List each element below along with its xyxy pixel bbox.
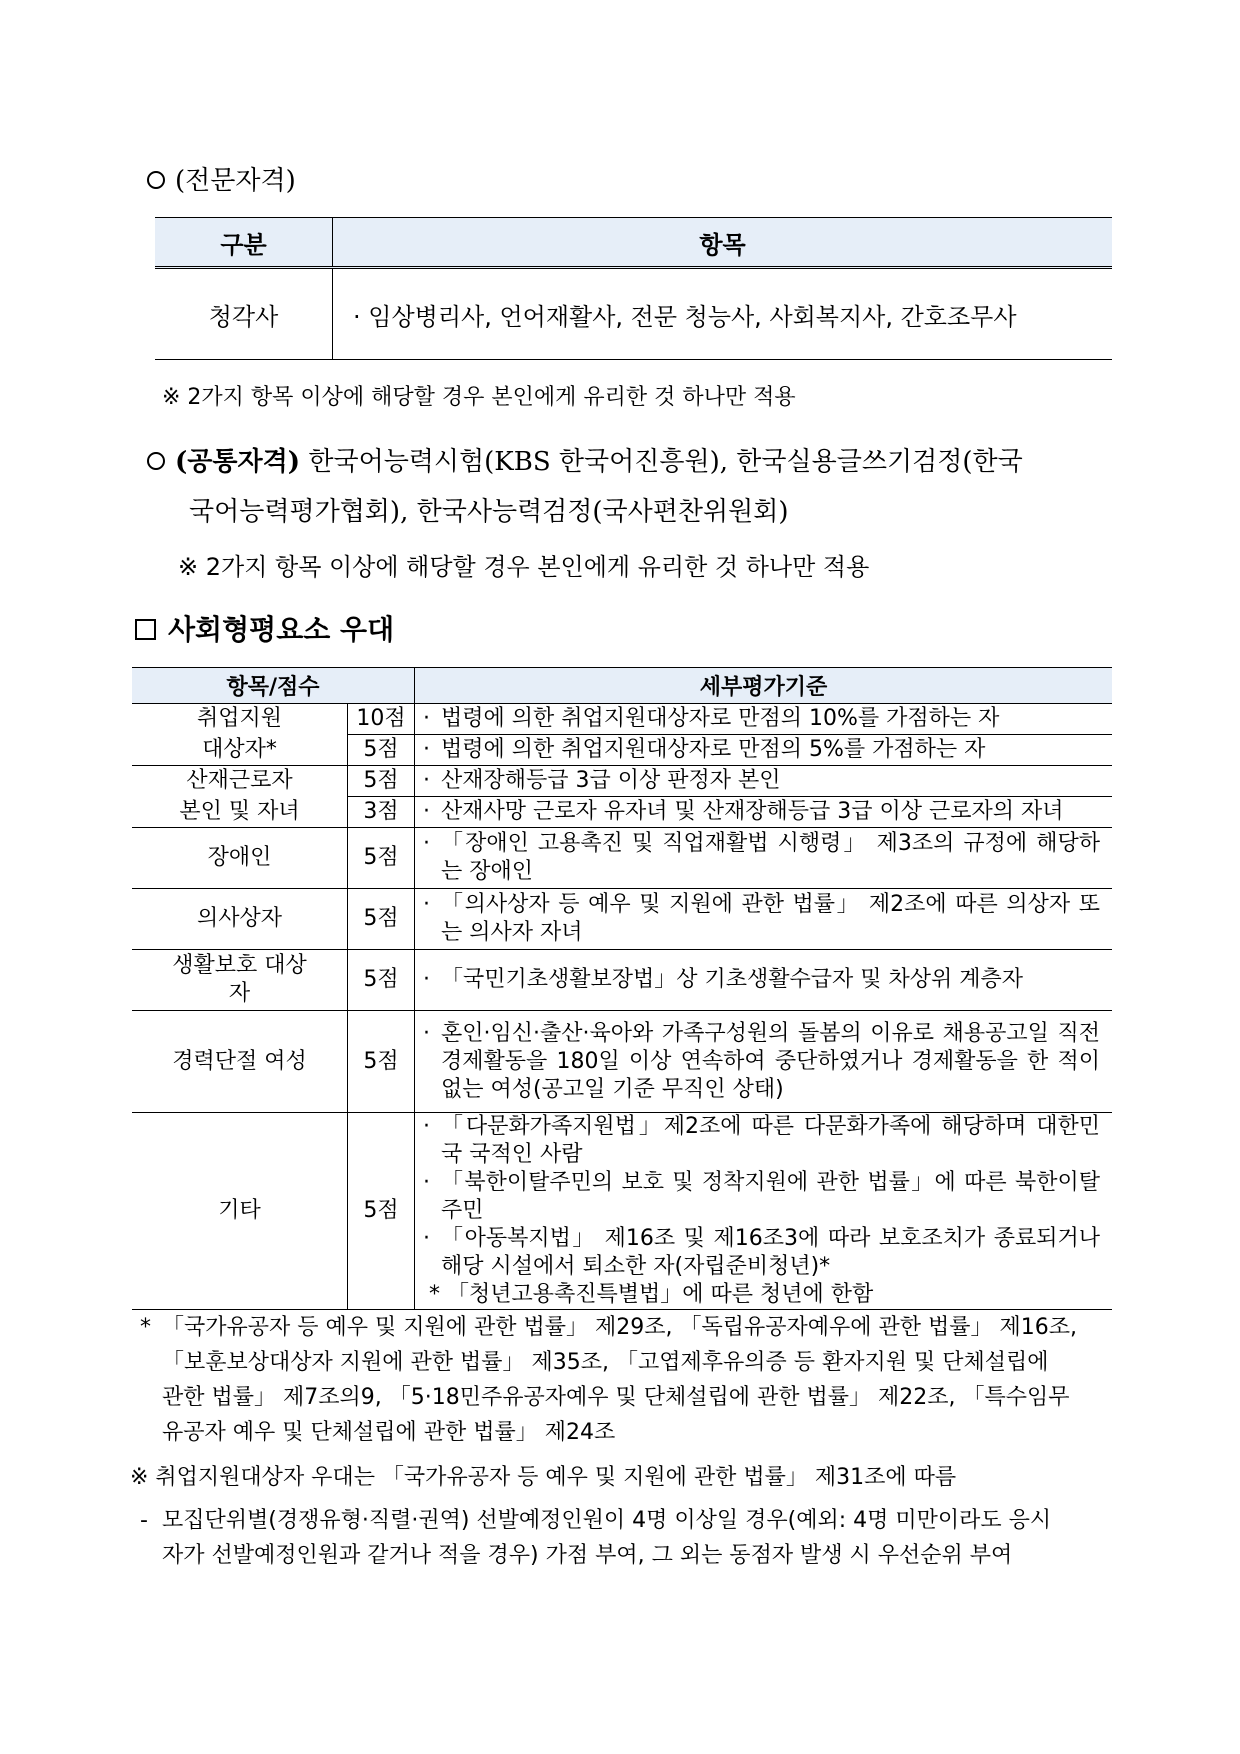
row-items bbox=[333, 268, 1113, 360]
professional-qualification-table bbox=[155, 217, 1112, 360]
row-points: 5점 bbox=[348, 1011, 415, 1113]
row-category: 장애인 bbox=[132, 828, 348, 889]
footnote-line: 「국가유공자 등 예우 및 지원에 관한 법률」 제29조, 「독립유공자예우에 관한 법률」 제16조, bbox=[162, 1315, 1077, 1340]
footnote-star: * bbox=[140, 1315, 151, 1340]
table-header-row bbox=[132, 668, 1112, 704]
list-item: · 「아동복지법」 제16조 및 제16조3에 따라 보호조치가 종료되거나 해당 시설에서 퇴소한 자(자립준비청년)* bbox=[423, 1226, 1100, 1279]
footnote-line: 관한 법률」 제7조의9, 「5·18민주유공자예우 및 단체설립에 관한 법률」 제22조, 「특수임무 bbox=[162, 1385, 1070, 1410]
row-points: 10점 bbox=[348, 704, 415, 735]
note-line: 모집단위별(경쟁유형·직렬·권역) 선발예정인원이 4명 이상일 경우(예외: 4명 미만이라도 응시 bbox=[162, 1508, 1052, 1533]
table-row bbox=[132, 950, 1112, 1011]
note-line: 자가 선발예정인원과 같거나 적을 경우) 가점 부여, 그 외는 동점자 발생 시 우선순위 부여 bbox=[162, 1543, 1013, 1568]
footnote-block bbox=[140, 1310, 1115, 1450]
row-criteria: · 산재장해등급 3급 이상 판정자 본인 bbox=[415, 766, 1113, 797]
row-category: 대상자* bbox=[132, 735, 348, 766]
row-points: 3점 bbox=[348, 797, 415, 828]
header-items: 항목 bbox=[333, 218, 1113, 268]
row-criteria: · 혼인·임신·출산·육아와 가족구성원의 돌봄의 이유로 채용공고일 직전 경제활동을 180일 이상 연속하여 중단하였거나 경제활동을 한 적이 없는 여성(공고일 기준 무직인 상태) bbox=[415, 1011, 1113, 1113]
bullet-dot: · bbox=[353, 302, 361, 331]
row-category: 생활보호 대상자 bbox=[132, 950, 348, 1011]
common-qualification-paragraph bbox=[147, 437, 1117, 537]
table-row bbox=[132, 1113, 1112, 1310]
heading-text: (전문자격) bbox=[175, 166, 296, 196]
bonus-points-note bbox=[140, 1503, 1115, 1573]
square-bullet-icon bbox=[135, 619, 156, 640]
header-criteria: 세부평가기준 bbox=[415, 668, 1113, 704]
row-points: 5점 bbox=[348, 828, 415, 889]
paragraph-line-2: 국어능력평가협회), 한국사능력검정(국사편찬위원회) bbox=[189, 497, 789, 527]
section-heading-social-equity bbox=[135, 608, 394, 648]
row-category: 청각사 bbox=[155, 268, 333, 360]
list-item: · 「북한이탈주민의 보호 및 정착지원에 관한 법률」에 따른 북한이탈주민 bbox=[423, 1170, 1100, 1223]
row-category: 의사상자 bbox=[132, 889, 348, 950]
row-criteria: · 「의사상자 등 예우 및 지원에 관한 법률」 제2조에 따른 의상자 또는 의사자 자녀 bbox=[415, 889, 1113, 950]
row-category: 경력단절 여성 bbox=[132, 1011, 348, 1113]
paragraph-line-1 bbox=[147, 437, 1117, 487]
row-criteria: · 산재사망 근로자 유자녀 및 산재장해등급 3급 이상 근로자의 자녀 bbox=[415, 797, 1113, 828]
row-criteria: · 「국민기초생활보장법」상 기초생활수급자 및 차상위 계층자 bbox=[415, 950, 1113, 1011]
row-footnote: * 「청년고용촉진특별법」에 따른 청년에 한함 bbox=[429, 1282, 874, 1307]
footnote-line: 「보훈보상대상자 지원에 관한 법률」 제35조, 「고엽제후유의증 등 환자지원 및 단체설립에 bbox=[162, 1350, 1049, 1375]
table-row bbox=[132, 828, 1112, 889]
table-row bbox=[132, 766, 1112, 797]
header-item-points: 항목/점수 bbox=[132, 668, 415, 704]
table-row bbox=[132, 797, 1112, 828]
header-category: 구분 bbox=[155, 218, 333, 268]
note-one-item-rule: ※ 2가지 항목 이상에 해당할 경우 본인에게 유리한 것 하나만 적용 bbox=[162, 385, 796, 410]
paragraph-label: (공통자격) bbox=[175, 447, 301, 477]
row-criteria: · 법령에 의한 취업지원대상자로 만점의 5%를 가점하는 자 bbox=[415, 735, 1113, 766]
legal-reference-footnote bbox=[140, 1310, 1115, 1450]
row-points: 5점 bbox=[348, 735, 415, 766]
table-row bbox=[132, 735, 1112, 766]
row-criteria: · 법령에 의한 취업지원대상자로 만점의 10%를 가점하는 자 bbox=[415, 704, 1113, 735]
row-category: 본인 및 자녀 bbox=[132, 797, 348, 828]
circle-bullet-icon bbox=[147, 452, 165, 470]
table-row bbox=[132, 704, 1112, 735]
paragraph-text-1: 한국어능력시험(KBS 한국어진흥원), 한국실용글쓰기검정(한국 bbox=[300, 447, 1023, 477]
row-points: 5점 bbox=[348, 1113, 415, 1310]
footnote-line: 유공자 예우 및 단체설립에 관한 법률」 제24조 bbox=[162, 1420, 616, 1445]
social-equity-table bbox=[132, 667, 1112, 1310]
row-category: 기타 bbox=[132, 1113, 348, 1310]
table-header-row bbox=[155, 218, 1112, 268]
row-category: 취업지원 bbox=[132, 704, 348, 735]
note-one-item-rule-2: ※ 2가지 항목 이상에 해당할 경우 본인에게 유리한 것 하나만 적용 bbox=[178, 553, 870, 581]
table-row bbox=[155, 268, 1112, 360]
row-criteria-list bbox=[415, 1113, 1113, 1310]
list-item: · 「다문화가족지원법」제2조에 따른 다문화가족에 해당하며 대한민국 국적인 사람 bbox=[423, 1114, 1100, 1167]
row-points: 5점 bbox=[348, 889, 415, 950]
dash-mark: - bbox=[140, 1508, 148, 1533]
table-row bbox=[132, 889, 1112, 950]
table-row bbox=[132, 1011, 1112, 1113]
circle-bullet-icon bbox=[147, 171, 165, 189]
row-points: 5점 bbox=[348, 766, 415, 797]
heading-text: 사회형평요소 우대 bbox=[168, 613, 395, 646]
items-text: 임상병리사, 언어재활사, 전문 청능사, 사회복지사, 간호조무사 bbox=[368, 302, 1017, 331]
row-points: 5점 bbox=[348, 950, 415, 1011]
section-heading-professional bbox=[147, 160, 296, 197]
reference-note: ※ 취업지원대상자 우대는 「국가유공자 등 예우 및 지원에 관한 법률」 제31조에 따름 bbox=[130, 1465, 957, 1490]
row-category: 산재근로자 bbox=[132, 766, 348, 797]
row-criteria: · 「장애인 고용촉진 및 직업재활법 시행령」 제3조의 규정에 해당하는 장애인 bbox=[415, 828, 1113, 889]
